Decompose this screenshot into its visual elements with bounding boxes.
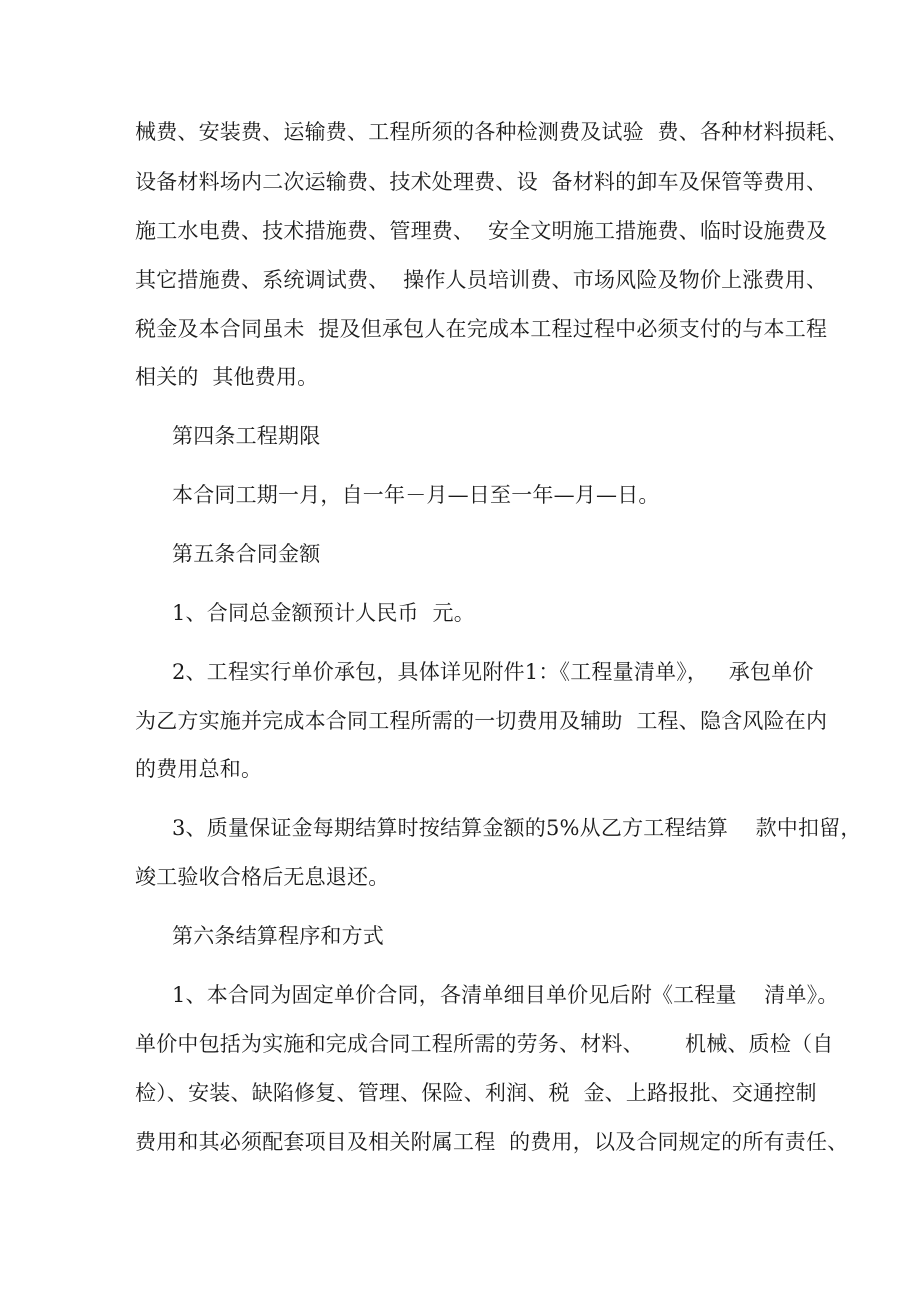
article5-item3-line-2: 竣工验收合格后无息退还。	[135, 865, 390, 889]
article4-text: 本合同工期一月，自一年－月—日至一年—月—日。	[172, 483, 660, 507]
article5-heading: 第五条合同金额	[172, 542, 321, 566]
fees-line-1: 械费、安装费、运输费、工程所须的各种检测费及试验 费、各种材料损耗、	[135, 120, 849, 144]
fees-line-4: 其它措施费、系统调试费、 操作人员培训费、市场风险及物价上涨费用、	[135, 268, 828, 292]
article6-item1-line-3: 检）、安装、缺陷修复、管理、保险、利润、税 金、上路报批、交通控制	[135, 1081, 817, 1105]
article5-item1: 1、合同总金额预计人民币 元。	[172, 601, 475, 625]
fees-line-3: 施工水电费、技术措施费、管理费、 安全文明施工措施费、临时设施费及	[135, 219, 828, 243]
article5-item2-line-3: 的费用总和。	[135, 757, 263, 781]
fees-line-5: 税金及本合同虽未 提及但承包人在完成本工程过程中必须支付的与本工程	[135, 317, 828, 341]
fees-line-6: 相关的 其他费用。	[135, 365, 319, 389]
article6-heading: 第六条结算程序和方式	[172, 924, 384, 948]
article5-item2-line-1: 2、工程实行单价承包，具体详见附件1：《工程量清单》， 承包单价	[172, 660, 814, 684]
article5-item2-line-2: 为乙方实施并完成本合同工程所需的一切费用及辅助 工程、隐含风险在内	[135, 709, 828, 733]
article4-heading: 第四条工程期限	[172, 424, 321, 448]
article5-item3-line-1: 3、质量保证金每期结算时按结算金额的5%从乙方工程结算 款中扣留，	[172, 816, 862, 840]
fees-line-2: 设备材料场内二次运输费、技术处理费、设 备材料的卸车及保管等费用、	[135, 170, 828, 194]
article6-item1-line-2: 单价中包括为实施和完成合同工程所需的劳务、材料、 机械、质检（自	[135, 1032, 834, 1056]
article6-item1-line-4: 费用和其必须配套项目及相关附属工程 的费用，以及合同规定的所有责任、	[135, 1130, 849, 1154]
article6-item1-line-1: 1、本合同为固定单价合同，各清单细目单价见后附《工程量 清单》。	[172, 983, 839, 1007]
